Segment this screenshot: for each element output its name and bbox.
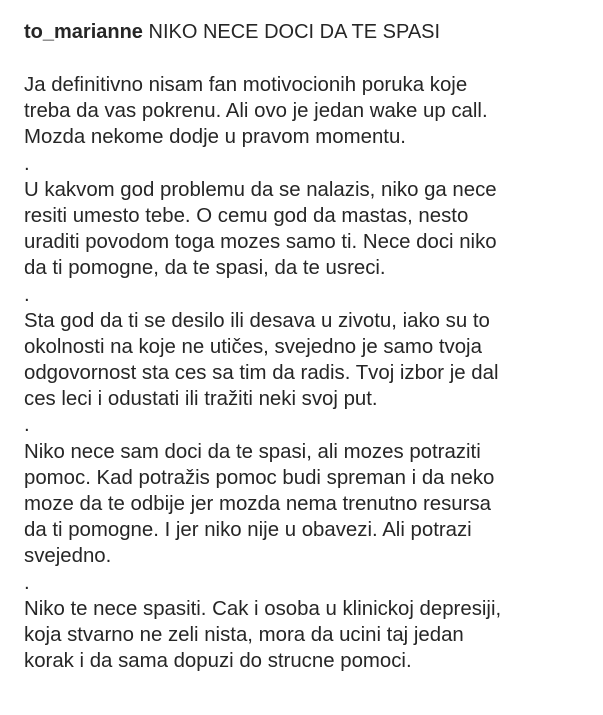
caption-line: Ja definitivno nisam fan motivocionih poruka koje — [24, 74, 468, 96]
caption-line: Mozda nekome dodje u pravom momentu. — [24, 126, 406, 149]
caption-line: Niko nece sam doci da te spasi, ali mozes potraziti — [24, 440, 481, 463]
caption-line: da ti pomogne. I jer niko nije u obavezi. Ali potrazi — [24, 519, 472, 542]
paragraph-separator: . — [24, 152, 30, 175]
caption-line: da ti pomogne, da te spasi, da te usreci. — [24, 257, 386, 280]
caption-body — [24, 72, 594, 674]
paragraph-separator: . — [24, 414, 30, 437]
caption-line: ces leci i odustati ili tražiti neki svoj put. — [24, 388, 378, 411]
caption-line: moze da te odbije jer mozda nema trenutno resursa — [24, 493, 491, 515]
caption-line: korak i da sama dopuzi do strucne pomoci. — [24, 650, 412, 673]
caption-line: resiti umesto tebe. O cemu god da mastas, nesto — [24, 204, 469, 227]
post-caption — [24, 0, 594, 674]
caption-line: Niko te nece spasiti. Cak i osoba u klinickoj depresiji, — [24, 597, 502, 620]
caption-line: uraditi povodom toga mozes samo ti. Nece doci niko — [24, 231, 497, 254]
caption-title: NIKO NECE DOCI DA TE SPASI — [148, 21, 441, 43]
username-link[interactable]: to_marianne — [24, 21, 143, 43]
caption-line: koja stvarno ne zeli nista, mora da ucini taj jedan — [24, 623, 464, 646]
caption-header — [24, 19, 594, 45]
paragraph-separator: . — [24, 571, 30, 594]
paragraph-separator: . — [24, 283, 30, 306]
caption-line: okolnosti na koje ne utičes, svejedno je samo tvoja — [24, 335, 482, 358]
caption-line: svejedno. — [24, 545, 112, 568]
caption-line: odgovornost sta ces sa tim da radis. Tvoj izbor je dal — [24, 362, 499, 385]
caption-line: U kakvom god problemu da se nalazis, niko ga nece — [24, 178, 497, 201]
caption-line: pomoc. Kad potražis pomoc budi spreman i da neko — [24, 466, 495, 489]
caption-line: Sta god da ti se desilo ili desava u zivotu, iako su to — [24, 309, 490, 332]
caption-line: treba da vas pokrenu. Ali ovo je jedan wake up call. — [24, 100, 488, 123]
